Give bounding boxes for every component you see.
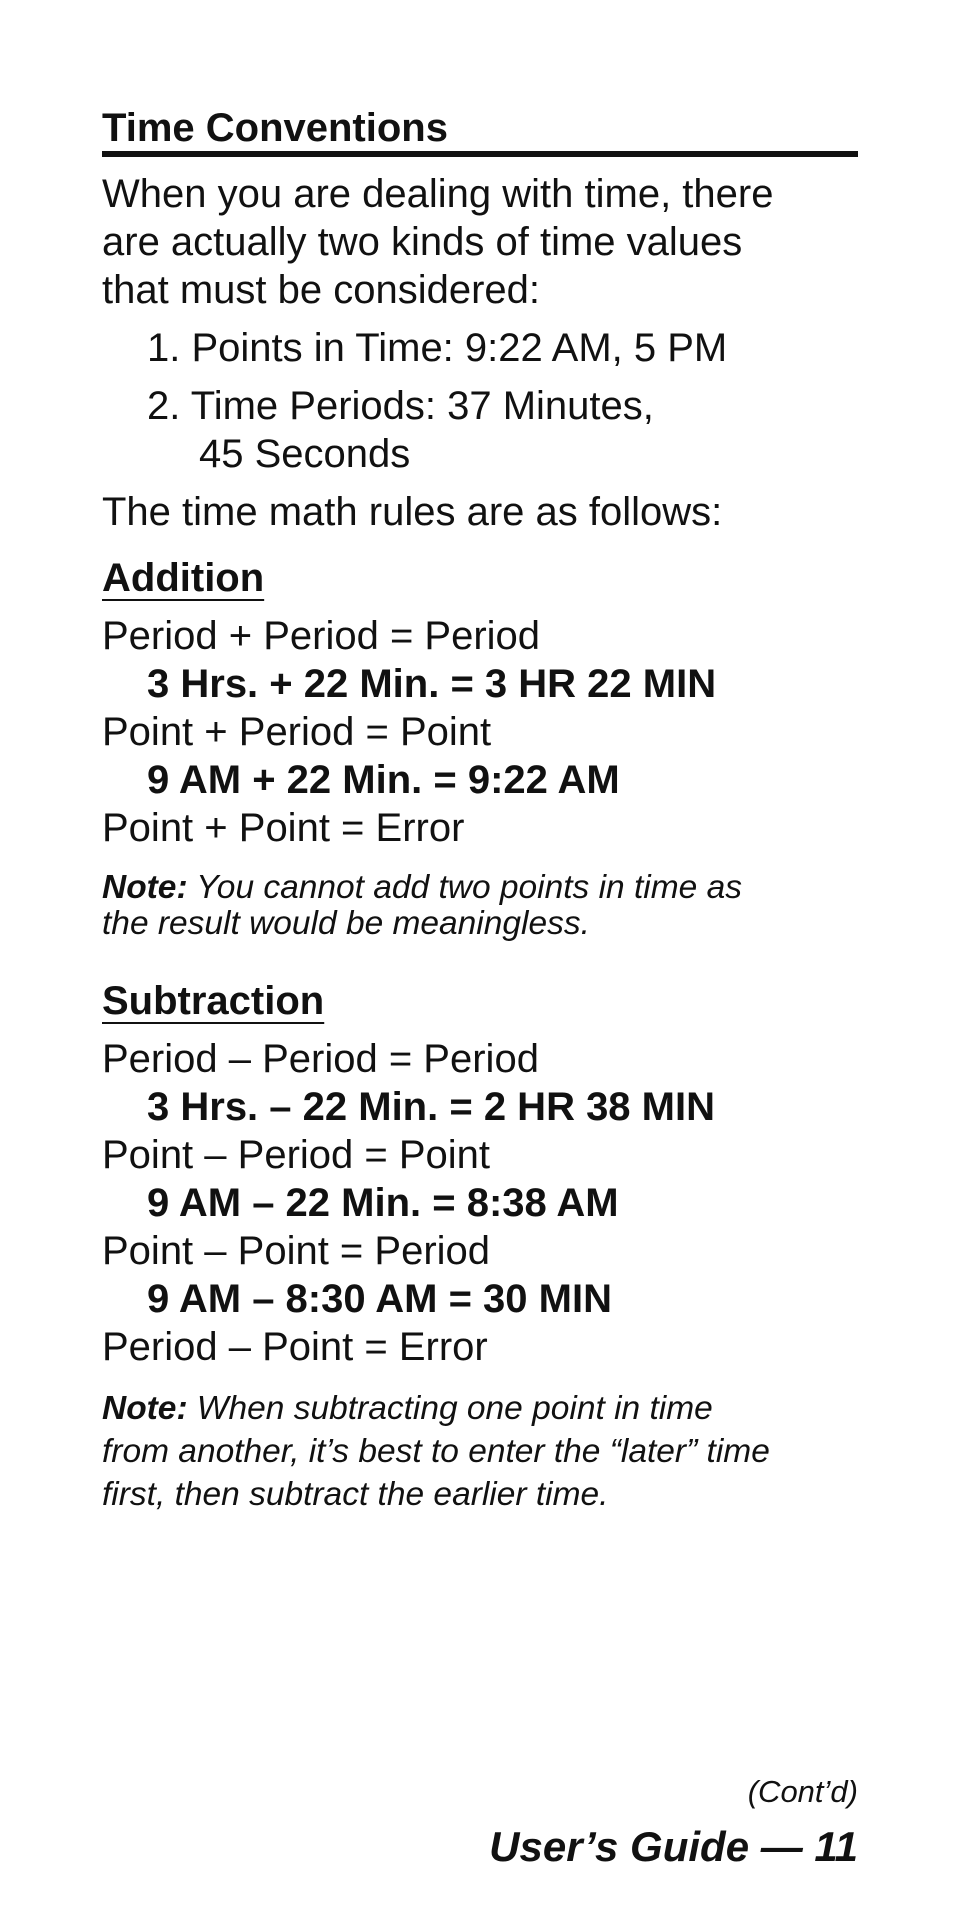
subtraction-note-line-2: from another, it’s best to enter the “later” time xyxy=(102,1433,770,1470)
addition-rule-1: Period + Period = Period xyxy=(102,614,541,658)
addition-example-1: 3 Hrs. + 22 Min. = 3 HR 22 MIN xyxy=(147,662,717,706)
list-item-periods: 2. Time Periods: 37 Minutes, xyxy=(147,384,654,428)
title-rule xyxy=(102,151,858,157)
subtraction-example-1: 3 Hrs. – 22 Min. = 2 HR 38 MIN xyxy=(147,1085,715,1129)
note-text: You cannot add two points in time as xyxy=(187,869,742,906)
intro-line-2: are actually two kinds of time values xyxy=(102,220,743,264)
subtraction-rule-1: Period – Period = Period xyxy=(102,1037,539,1081)
addition-rule-2: Point + Period = Point xyxy=(102,710,492,754)
note-label: Note: xyxy=(102,1390,188,1427)
subtraction-rule-4: Period – Point = Error xyxy=(102,1325,488,1369)
intro-line-1: When you are dealing with time, there xyxy=(102,172,774,216)
page-footer: User’s Guide — 11 xyxy=(489,1823,858,1870)
addition-rule-3: Point + Point = Error xyxy=(102,806,465,850)
subtraction-example-2: 9 AM – 22 Min. = 8:38 AM xyxy=(147,1181,619,1225)
list-item-periods-cont: 45 Seconds xyxy=(199,432,411,476)
continued-marker: (Cont’d) xyxy=(747,1774,858,1809)
addition-note-line-2: the result would be meaningless. xyxy=(102,905,590,942)
list-item-points: 1. Points in Time: 9:22 AM, 5 PM xyxy=(147,326,728,370)
addition-heading: Addition xyxy=(102,556,265,600)
subtraction-rule-3: Point – Point = Period xyxy=(102,1229,491,1273)
intro-line-3: that must be considered: xyxy=(102,268,541,312)
note-label: Note: xyxy=(102,869,188,906)
note-text: When subtracting one point in time xyxy=(187,1390,713,1427)
addition-example-2: 9 AM + 22 Min. = 9:22 AM xyxy=(147,758,620,802)
subtraction-note-line-1 xyxy=(102,1388,713,1430)
subtraction-note-line-3: first, then subtract the earlier time. xyxy=(102,1476,609,1513)
subtraction-example-3: 9 AM – 8:30 AM = 30 MIN xyxy=(147,1277,612,1321)
subtraction-heading: Subtraction xyxy=(102,979,325,1023)
rules-intro: The time math rules are as follows: xyxy=(102,490,723,534)
section-title: Time Conventions xyxy=(102,106,448,150)
subtraction-rule-2: Point – Period = Point xyxy=(102,1133,491,1177)
